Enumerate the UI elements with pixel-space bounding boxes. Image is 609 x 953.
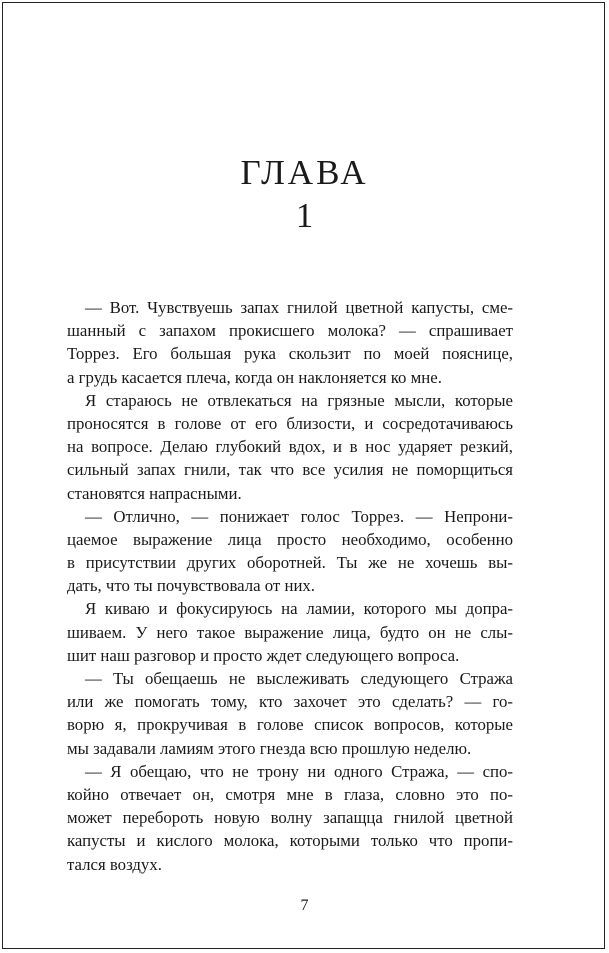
- text-line: а грудь касается плеча, когда он наклоняется ко мне.: [67, 367, 442, 387]
- text-line: Торрез. Его большая рука скользит по моей пояснице,: [67, 344, 513, 364]
- chapter-title: ГЛАВА: [240, 153, 369, 192]
- paragraph: [67, 505, 513, 598]
- paragraph: [67, 597, 513, 667]
- body-text: [67, 296, 513, 876]
- chapter-heading: [0, 152, 609, 237]
- paragraph: [67, 760, 513, 876]
- text-line: может перебороть новую волну запащца гнилой цветной: [67, 808, 513, 828]
- chapter-number: 1: [295, 195, 314, 235]
- paragraph: [67, 296, 513, 389]
- text-line: Я стараюсь не отвлекаться на грязные мысли, которые: [85, 390, 513, 410]
- text-line: в присутствии других оборотней. Ты же не хочешь вы-: [67, 553, 513, 573]
- text-line: — Ты обещаешь не выслеживать следующего Стража: [85, 669, 513, 688]
- text-line: — Отлично, — понижает голос Торрез. — Непрони-: [85, 506, 513, 526]
- text-line: койно отвечает он, смотря мне в глаза, словно это по-: [67, 784, 513, 804]
- text-line: Я киваю и фокусируюсь на ламии, которого мы допра-: [85, 599, 513, 619]
- text-line: или же помогать тому, кто захочет это сделать? — го-: [67, 692, 513, 712]
- text-line: сильный запах гнили, так что все усилия не поморщиться: [67, 460, 513, 480]
- text-line: на вопросе. Делаю глубокий вдох, и в нос ударяет резкий,: [67, 437, 513, 457]
- paragraph: [67, 667, 513, 760]
- text-line: дать, что ты почувствовала от них.: [67, 576, 316, 596]
- text-line: — Вот. Чувствуешь запах гнилой цветной капусты, сме-: [85, 298, 513, 317]
- text-line: тался воздух.: [67, 854, 162, 874]
- text-line: ворю я, прокручивая в голове список вопросов, которые: [67, 715, 513, 735]
- text-line: капусты и кислого молока, которыми только что пропи-: [67, 831, 513, 851]
- page-number: 7: [300, 897, 309, 914]
- text-line: шиваем. У него такое выражение лица, будто он не слы-: [67, 622, 513, 642]
- text-line: цаемое выражение лица просто необходимо, особенно: [67, 529, 513, 549]
- text-line: становятся напрасными.: [67, 483, 242, 503]
- text-line: мы задавали ламиям этого гнезда всю прошлую неделю.: [67, 738, 472, 758]
- text-line: — Я обещаю, что не трону ни одного Стража, — спо-: [85, 761, 513, 781]
- text-line: шанный с запахом прокисшего молока? — спрашивает: [67, 321, 513, 341]
- text-line: шит наш разговор и просто ждет следующего вопроса.: [67, 645, 460, 665]
- text-line: проносятся в голове от его близости, и сосредотачиваюсь: [67, 413, 513, 433]
- paragraph: [67, 389, 513, 505]
